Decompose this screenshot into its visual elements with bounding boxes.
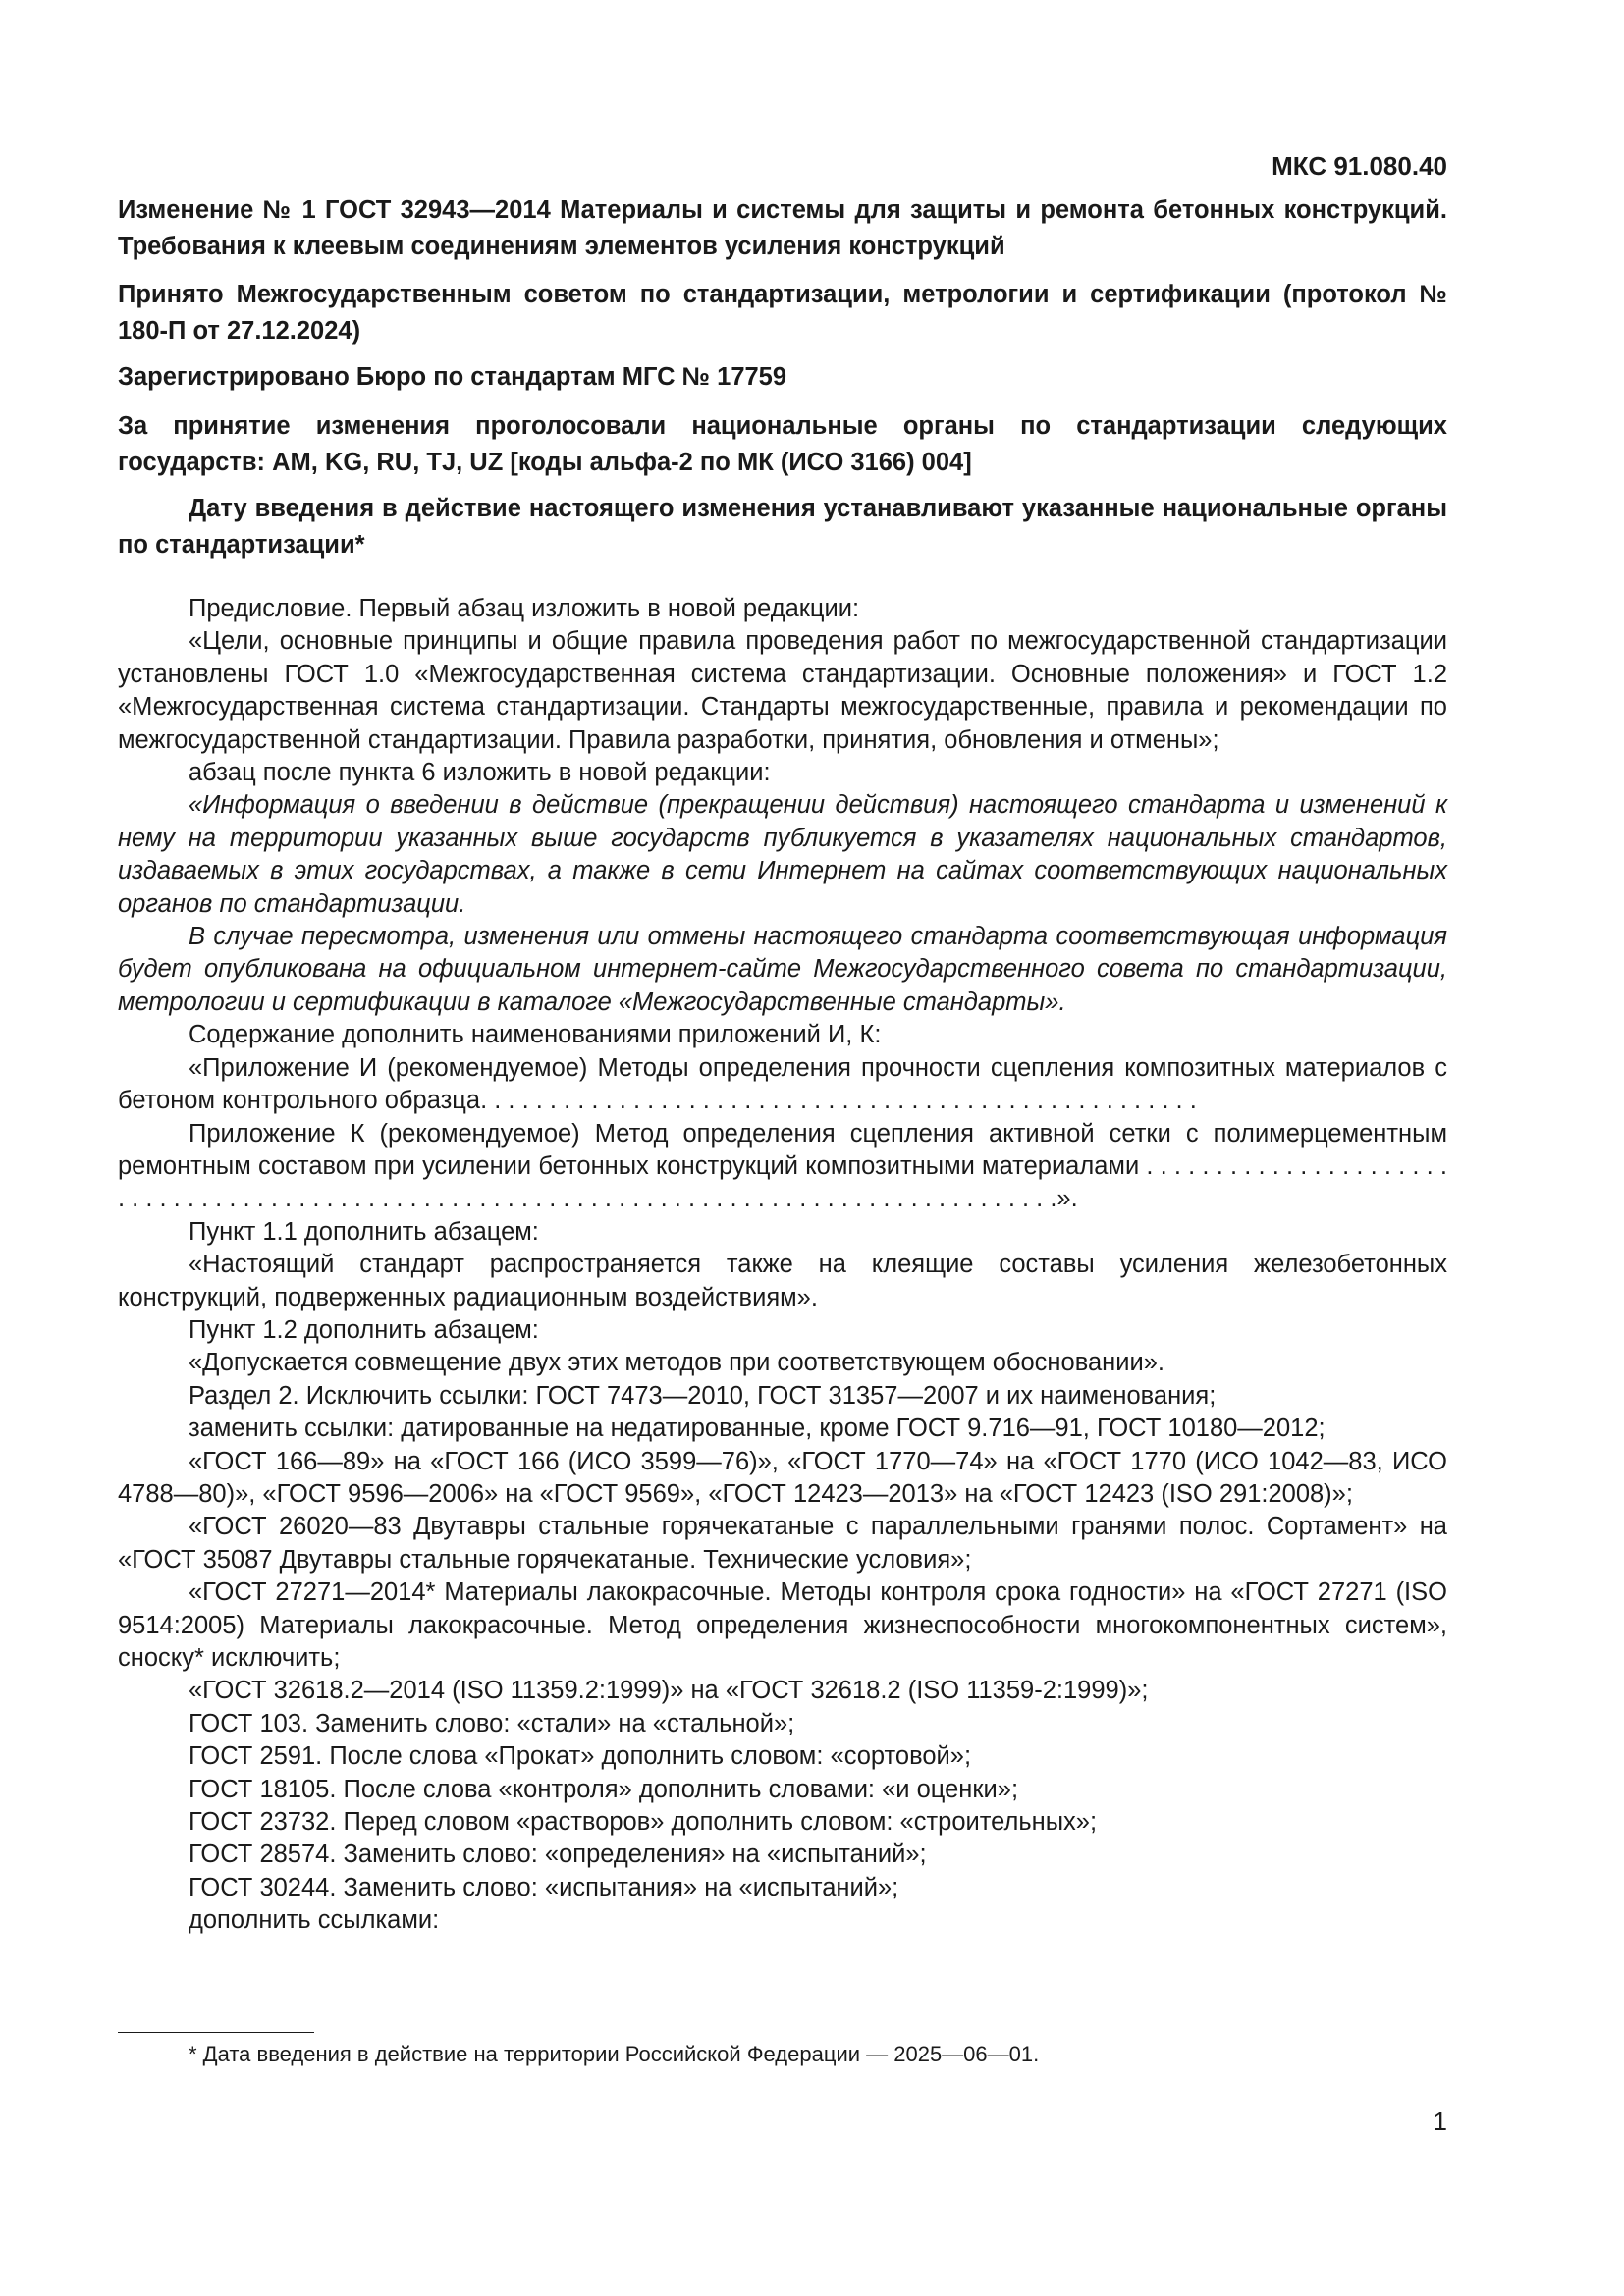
amendment-title: Изменение № 1 ГОСТ 32943—2014 Материалы и системы для защиты и ремонта бетонных конструкций. Требования к клеевым соединениям элементов усиления конструкций — [118, 196, 1447, 260]
paragraph: заменить ссылки: датированные на недатированные, кроме ГОСТ 9.716—91, ГОСТ 10180—2012; — [189, 1415, 1326, 1443]
paragraph: абзац после пункта 6 изложить в новой редакции: — [189, 759, 771, 787]
page-number: 1 — [1433, 2107, 1447, 2136]
paragraph: Содержание дополнить наименованиями приложений И, К: — [189, 1021, 882, 1049]
paragraph: ГОСТ 2591. После слова «Прокат» дополнить словом: «сортовой»; — [189, 1742, 972, 1771]
paragraph: Предисловие. Первый абзац изложить в новой редакции: — [189, 595, 860, 622]
footnote-divider — [118, 2032, 314, 2033]
paragraph: «Цели, основные принципы и общие правила проведения работ по межгосударственной стандартизации установлены ГОСТ 1.0 «Межгосударственная система стандартизации. Основные положения» и ГОСТ 1.2 «Межгосударственная система стандартизации. Стандарты межгосударственные, правила и рекомендации по межгосударственной стандартизации. Правила разработки, принятия, обновления и отмены»; — [118, 627, 1447, 754]
paragraph: «ГОСТ 32618.2—2014 (ISO 11359.2:1999)» на «ГОСТ 32618.2 (ISO 11359-2:1999)»; — [189, 1677, 1149, 1705]
paragraph: «Информация о введении в действие (прекращении действия) настоящего стандарта и изменений к нему на территории указанных выше государств публикуется в указателях национальных стандартов, издаваемых в этих государствах, а также в сети Интернет на сайтах соответствующих национальных органов по стандартизации. — [118, 791, 1447, 918]
paragraph: «ГОСТ 27271—2014* Материалы лакокрасочные. Методы контроля срока годности» на «ГОСТ 27271 (ISO 9514:2005) Материалы лакокрасочные. Метод определения жизнеспособности многокомпонентных систем», сноску* исключить; — [118, 1578, 1447, 1672]
mks-code: МКС 91.080.40 — [1272, 151, 1447, 181]
footnote: * Дата введения в действие на территории Российской Федерации — 2025—06—01. — [189, 2042, 1040, 2066]
paragraph: Пункт 1.1 дополнить абзацем: — [189, 1217, 539, 1246]
paragraph: В случае пересмотра, изменения или отмены настоящего стандарта соответствующая информация будет опубликована на официальном интернет-сайте Межгосударственного совета по стандартизации, метрологии и сертификации в каталоге «Межгосударственные стандарты». — [118, 923, 1447, 1016]
paragraph: Пункт 1.2 дополнить абзацем: — [189, 1315, 539, 1344]
paragraph: «ГОСТ 26020—83 Двутавры стальные горячекатаные с параллельными гранями полос. Сортамент» на «ГОСТ 35087 Двутавры стальные горячекатаные. Технические условия»; — [118, 1513, 1447, 1574]
paragraph: Приложение К (рекомендуемое) Метод определения сцепления активной сетки с полимерцементным ремонтным составом при усилении бетонных конструкций композитными материалами . . . . . . . . . . . . . . . . . . . . . . . . . . . . . . . . . . . . . . . . . . . . . . . . . . . . . . . . . . . . . . . . . . . . . . . . . . . . . . . . . . . . . . . . . .». — [118, 1119, 1447, 1213]
effective-date-statement: Дату введения в действие настоящего изменения устанавливают указанные национальные органы по стандартизации* — [118, 495, 1447, 559]
paragraph: ГОСТ 103. Заменить слово: «стали» на «стальной»; — [189, 1709, 795, 1737]
paragraph: ГОСТ 28574. Заменить слово: «определения» на «испытаний»; — [189, 1841, 927, 1869]
voting-statement: За принятие изменения проголосовали национальные органы по стандартизации следующих государств: AM, KG, RU, TJ, UZ [коды альфа-2 по МК (ИСО 3166) 004] — [118, 412, 1447, 476]
paragraph: ГОСТ 18105. После слова «контроля» дополнить словами: «и оценки»; — [189, 1775, 1019, 1803]
paragraph: «Настоящий стандарт распространяется также на клеящие составы усиления железобетонных конструкций, подверженных радиационным воздействиям». — [118, 1251, 1447, 1311]
paragraph: ГОСТ 23732. Перед словом «растворов» дополнить словом: «строительных»; — [189, 1808, 1098, 1837]
paragraph: Раздел 2. Исключить ссылки: ГОСТ 7473—2010, ГОСТ 31357—2007 и их наименования; — [189, 1381, 1217, 1410]
paragraph: «ГОСТ 166—89» на «ГОСТ 166 (ИСО 3599—76)», «ГОСТ 1770—74» на «ГОСТ 1770 (ИСО 1042—83, ИСО 4788—80)», «ГОСТ 9596—2006» на «ГОСТ 9569», «ГОСТ 12423—2013» на «ГОСТ 12423 (ISO 291:2008)»; — [118, 1447, 1447, 1508]
paragraph: дополнить ссылками: — [189, 1906, 440, 1935]
adopted-statement: Принято Межгосударственным советом по стандартизации, метрологии и сертификации (протокол № 180-П от 27.12.2024) — [118, 281, 1447, 345]
paragraph: ГОСТ 30244. Заменить слово: «испытания» на «испытаний»; — [189, 1873, 899, 1901]
paragraph: «Допускается совмещение двух этих методов при соответствующем обосновании». — [189, 1349, 1164, 1377]
paragraph: «Приложение И (рекомендуемое) Методы определения прочности сцепления композитных материалов с бетоном контрольного образца. . . . . . . . . . . . . . . . . . . . . . . . . . . . . . . . . . . . . . . . . . . . . . . . . . . . — [118, 1053, 1447, 1115]
registration-statement: Зарегистрировано Бюро по стандартам МГС № 17759 — [118, 363, 787, 391]
amendment-body — [118, 593, 1447, 1938]
